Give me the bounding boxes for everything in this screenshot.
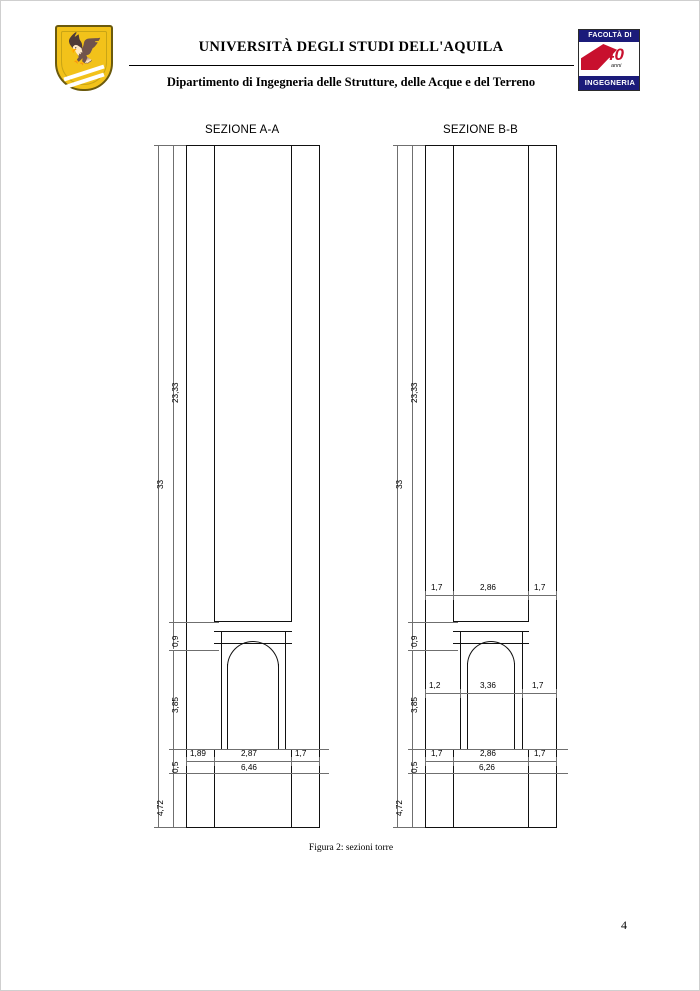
sec-b-hdim-mid-1: 1,2 <box>429 681 441 690</box>
sec-a-hdim-line-lower <box>186 761 320 762</box>
sec-a-hdim-line-total <box>186 773 320 774</box>
sec-a-hdim-total: 6,46 <box>241 763 257 772</box>
sec-b-inner-right <box>528 145 529 622</box>
sec-a-dim-inner-axis-5 <box>173 774 174 827</box>
sec-b-hdim-lower-1: 1,7 <box>431 749 443 758</box>
sec-b-hdim-lower-3: 1,7 <box>534 749 546 758</box>
faculty-logo-icon <box>578 29 640 91</box>
sec-a-bottom <box>186 827 320 828</box>
sec-b-dim-3-85: 3,85 <box>410 697 419 713</box>
sec-b-hdim-lower-tick-1 <box>425 757 426 766</box>
sec-b-shoulder <box>453 621 529 622</box>
sec-b-dim-tick-shoulder <box>408 622 458 623</box>
sec-a-dim-tick-shoulder <box>169 622 219 623</box>
sec-b-hdim-lower-tick-2 <box>453 757 454 766</box>
sec-a-arch-inner-left <box>227 664 228 749</box>
faculty-logo-number: 40 <box>605 45 624 64</box>
sec-b-hdim-mid-tick-3 <box>522 689 523 698</box>
sec-b-arch-inner-right <box>514 663 515 749</box>
sec-a-dim-4-72: 4,72 <box>156 800 165 816</box>
sec-b-inner-left <box>453 145 454 622</box>
sec-a-inner-right <box>291 145 292 622</box>
sec-b-hdim-lower-tick-3 <box>528 757 529 766</box>
sec-b-bottom <box>425 827 557 828</box>
sec-b-dim-tick-arch-top <box>408 650 458 651</box>
sec-a-dim-tick-top <box>154 145 186 146</box>
sec-b-hdim-line-mid <box>425 693 557 694</box>
sec-b-hdim-line-upper <box>425 595 557 596</box>
sec-a-arch-curve <box>227 641 279 687</box>
sec-a-top <box>186 145 320 146</box>
sec-b-hdim-upper-tick-3 <box>528 591 529 600</box>
sec-b-dim-inner-axis-5 <box>412 774 413 827</box>
sec-b-hdim-total: 6,26 <box>479 763 495 772</box>
university-title: UNIVERSITÀ DEGLI STUDI DELL'AQUILA <box>198 39 504 55</box>
sec-b-hdim-lower-tick-4 <box>556 757 557 766</box>
sec-b-opening-top <box>453 631 529 632</box>
sec-b-hdim-upper-tick-4 <box>556 591 557 600</box>
sec-b-hdim-upper-tick-1 <box>425 591 426 600</box>
sec-a-arch-inner-right <box>278 664 279 749</box>
sec-b-dim-0-9: 0,9 <box>410 635 419 647</box>
sec-b-hdim-lower-2: 2,86 <box>480 749 496 758</box>
sec-b-arch-curve <box>467 641 515 685</box>
sec-b-top <box>425 145 557 146</box>
sec-a-opening-top <box>214 631 292 632</box>
section-a-title: SEZIONE A-A <box>205 124 280 136</box>
sec-a-opening-band <box>214 643 292 644</box>
sec-a-dim-tick-bottom <box>154 827 186 828</box>
figure-sections-tower <box>1 113 700 873</box>
faculty-logo-top-text: FACOLTÀ DI <box>579 30 640 42</box>
sec-b-hdim-upper-1: 1,7 <box>431 583 443 592</box>
figure-caption: Figura 2: sezioni torre <box>308 843 394 853</box>
sec-a-hdim-1-7: 1,7 <box>295 749 307 758</box>
sec-a-outer-right <box>319 145 320 827</box>
sec-a-dim-0-5: 0,5 <box>171 761 180 773</box>
sec-a-dim-33: 33 <box>156 479 165 489</box>
faculty-logo-bottom-text: INGEGNERIA <box>579 76 640 90</box>
sec-b-dim-23-33: 23,33 <box>410 382 419 403</box>
department-title: Dipartimento di Ingegneria delle Strutture, delle Acque e del Terreno <box>166 75 536 89</box>
sec-b-hdim-line-total <box>425 773 557 774</box>
sec-b-hdim-upper-3: 1,7 <box>534 583 546 592</box>
sec-a-hdim-tick-4 <box>319 757 320 766</box>
sec-a-arch-outer-left <box>221 631 222 749</box>
sec-b-outer-right <box>556 145 557 827</box>
sec-a-dim-3-85: 3,85 <box>171 697 180 713</box>
sec-b-dim-4-72: 4,72 <box>395 800 404 816</box>
sec-b-hdim-mid-3: 1,7 <box>532 681 544 690</box>
sec-a-dim-23-33: 23,33 <box>171 382 180 403</box>
sec-a-shoulder <box>214 621 292 622</box>
sec-a-outer-left <box>186 145 187 827</box>
sec-a-inner-left <box>214 145 215 622</box>
sec-a-hdim-tick-3 <box>291 757 292 766</box>
sec-a-arch-outer-right <box>285 631 286 749</box>
sec-b-dim-0-5: 0,5 <box>410 761 419 773</box>
sec-b-dim-tick-top <box>393 145 425 146</box>
sec-b-dim-tick-bottom <box>393 827 425 828</box>
sec-a-hdim-1-89: 1,89 <box>190 749 206 758</box>
sec-a-hdim-tick-2 <box>214 757 215 766</box>
sec-b-arch-inner-left <box>467 663 468 749</box>
sec-b-hdim-line-lower <box>425 761 557 762</box>
sec-a-hdim-2-87: 2,87 <box>241 749 257 758</box>
sec-b-hdim-upper-2: 2,86 <box>480 583 496 592</box>
sec-b-outer-left <box>425 145 426 827</box>
sec-b-dim-33: 33 <box>395 479 404 489</box>
sec-b-hdim-mid-tick-1 <box>425 689 426 698</box>
section-b-title: SEZIONE B-B <box>443 124 519 136</box>
sec-b-hdim-upper-tick-2 <box>453 591 454 600</box>
page-header <box>1 1 700 113</box>
page-number: 4 <box>621 918 627 932</box>
sec-b-hdim-mid-tick-2 <box>460 689 461 698</box>
crest-eagle-glyph: 🦅 <box>66 33 104 66</box>
sec-a-hdim-tick-1 <box>186 757 187 766</box>
sec-a-dim-tick-arch-top <box>169 650 219 651</box>
sec-b-hdim-mid-tick-4 <box>556 689 557 698</box>
sec-b-hdim-mid-2: 3,36 <box>480 681 496 690</box>
header-divider <box>129 65 574 66</box>
sec-a-dim-0-9: 0,9 <box>171 635 180 647</box>
faculty-logo-anniversary: anni <box>611 63 622 69</box>
